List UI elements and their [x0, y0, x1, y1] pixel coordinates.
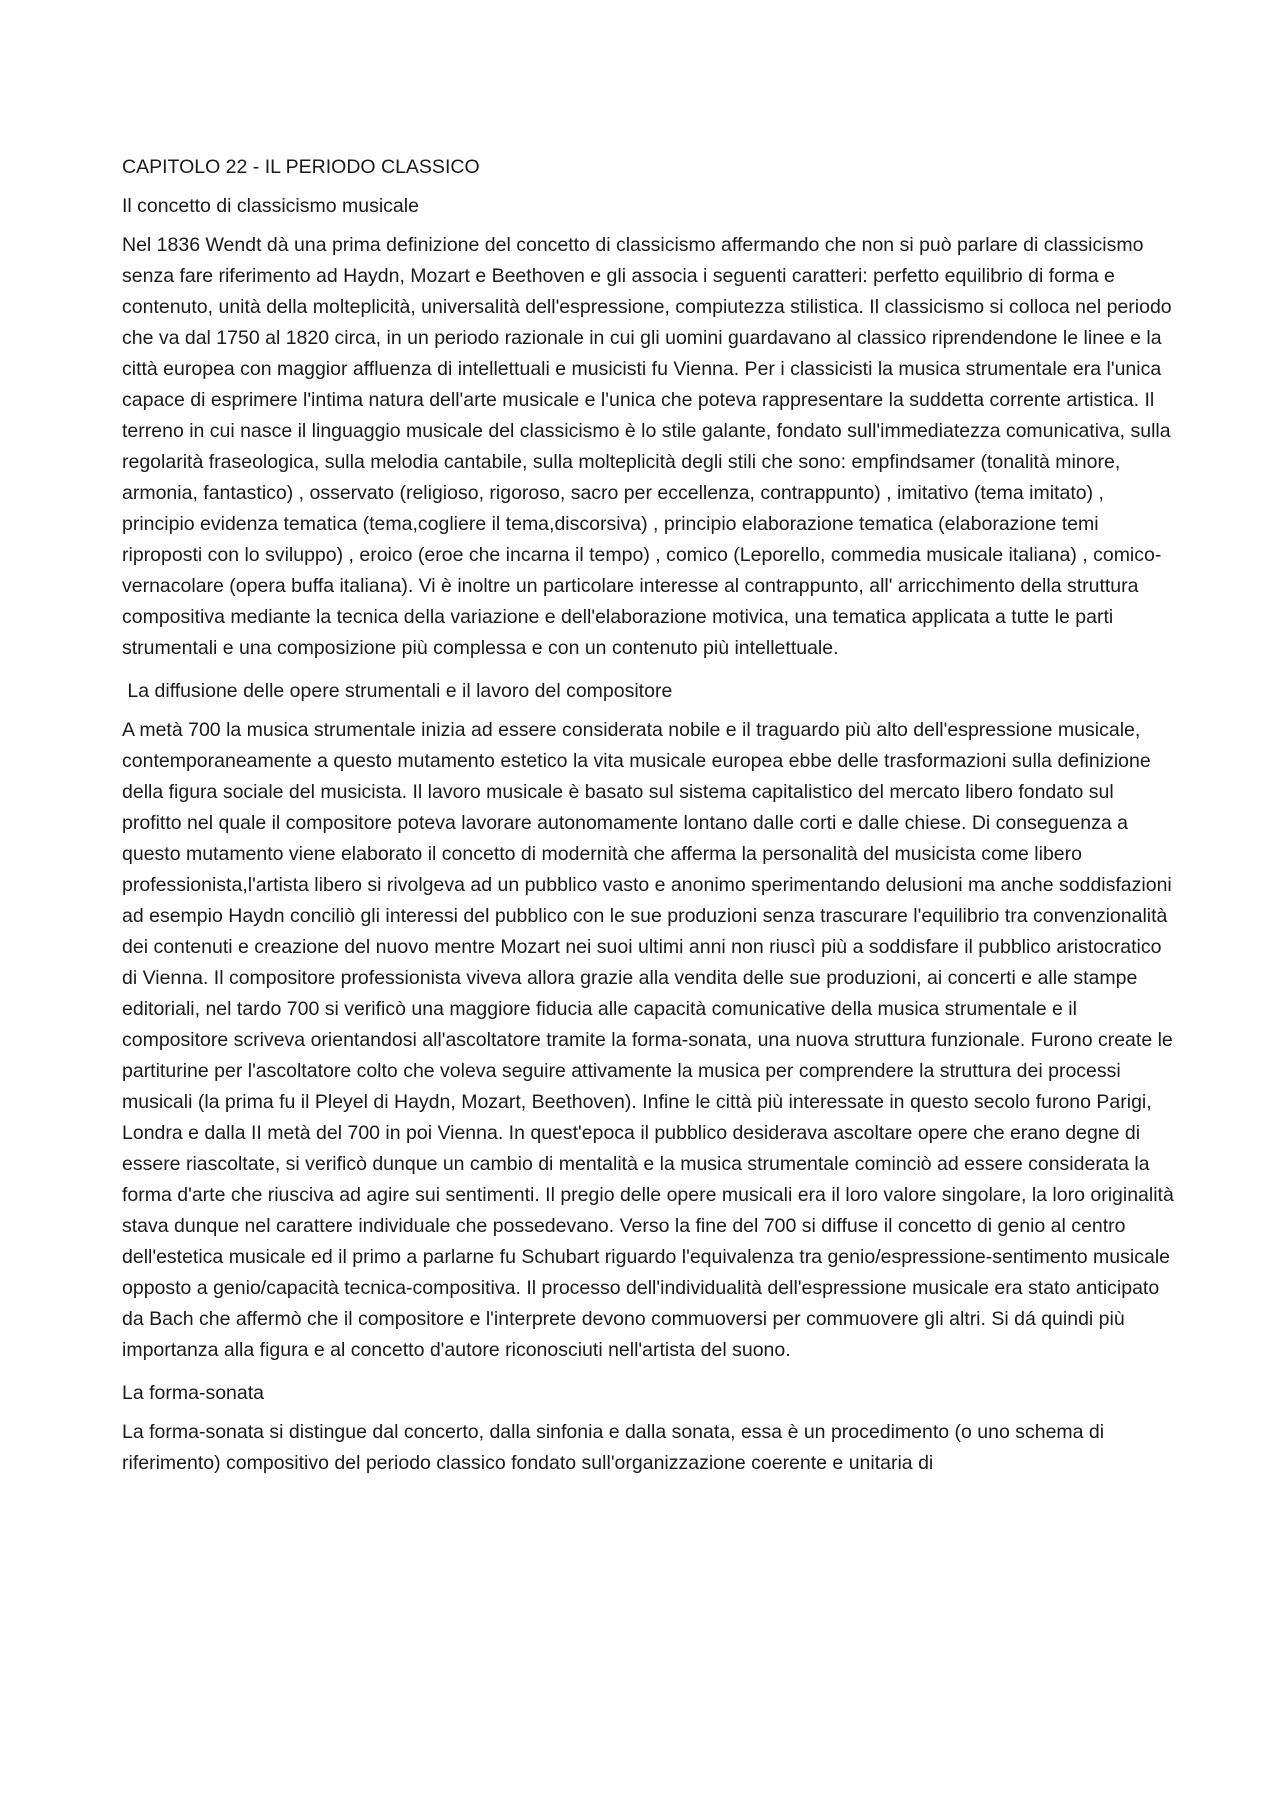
section-body-diffusion: A metà 700 la musica strumentale inizia ad essere considerata nobile e il traguardo più alto dell'espressione musicale, contemporaneamente a questo mutamento estetico la vita musicale europea ebbe delle trasformazioni sulla definizione della figura sociale del musicista. Il lavoro musicale è basato sul sistema capitalistico del mercato libero fondato sul profitto nel quale il compositore poteva lavorare autonomamente lontano dalle corti e dalle chiese. Di conseguenza a questo mutamento viene elaborato il concetto di modernità che afferma la personalità del musicista come libero professionista,l'artista libero si rivolgeva ad un pubblico vasto e anonimo sperimentando delusioni ma anche soddisfazioni ad esempio Haydn conciliò gli interessi del pubblico con le sue produzioni senza trascurare l'equilibrio tra convenzionalità dei contenuti e creazione del nuovo mentre Mozart nei suoi ultimi anni non riuscì più a soddisfare il pubblico aristocratico di Vienna. Il compositore professionista viveva allora grazie alla vendita delle sue produzioni, ai concerti e alle stampe editoriali, nel tardo 700 si verificò una maggiore fiducia alle capacità comunicative della musica strumentale e il compositore scriveva orientandosi all'ascoltatore tramite la forma-sonata, una nuova struttura funzionale. Furono create le partiturine per l'ascoltatore colto che voleva seguire attivamente la musica per comprendere la struttura dei processi musicali (la prima fu il Pleyel di Haydn, Mozart, Beethoven). Infine le città più interessate in questo secolo furono Parigi, Londra e dalla II metà del 700 in poi Vienna. In quest'epoca il pubblico desiderava ascoltare opere che erano degne di essere riascoltate, si verificò dunque un cambio di mentalità e la musica strumentale cominciò ad essere considerata la forma d'arte che riusciva ad agire sui sentimenti. Il pregio delle opere musicali era il loro valore singolare, la loro originalità stava dunque nel carattere individuale che possedevano. Verso la fine del 700 si diffuse il concetto di genio al centro dell'estetica musicale ed il primo a parlarne fu Schubart riguardo l'equivalenza tra genio/espressione-sentimento musicale opposto a genio/capacità tecnica-compositiva. Il processo dell'individualità dell'espressione musicale era stato anticipato da Bach che affermò che il compositore e l'interprete devono commuoversi per commuovere gli altri. Si dá quindi più importanza alla figura e al concetto d'autore riconosciuti nell'artista del suono. [122, 719, 1174, 1361]
section-heading-classicism: Il concetto di classicismo musicale [122, 195, 419, 217]
section-heading-sonata-form: La forma-sonata [122, 1382, 264, 1404]
document-content [122, 152, 1174, 1491]
chapter-title: CAPITOLO 22 - IL PERIODO CLASSICO [122, 156, 480, 178]
section-body-sonata-form: La forma-sonata si distingue dal concerto, dalla sinfonia e dalla sonata, essa è un procedimento (o uno schema di riferimento) compositivo del periodo classico fondato sull'organizzazione coerente e unitaria di [122, 1421, 1105, 1474]
section-heading-diffusion: La diffusione delle opere strumentali e il lavoro del compositore [122, 680, 673, 702]
section-body-classicism: Nel 1836 Wendt dà una prima definizione del concetto di classicismo affermando che non si può parlare di classicismo senza fare riferimento ad Haydn, Mozart e Beethoven e gli associa i seguenti caratteri: perfetto equilibrio di forma e contenuto, unità della molteplicità, universalità dell'espressione, compiutezza stilistica. Il classicismo si colloca nel periodo che va dal 1750 al 1820 circa, in un periodo razionale in cui gli uomini guardavano al classico riprendendone le linee e la città europea con maggior affluenza di intellettuali e musicisti fu Vienna. Per i classicisti la musica strumentale era l'unica capace di esprimere l'intima natura dell'arte musicale e l'unica che poteva rappresentare la suddetta corrente artistica. Il terreno in cui nasce il linguaggio musicale del classicismo è lo stile galante, fondato sull'immediatezza comunicativa, sulla regolarità fraseologica, sulla melodia cantabile, sulla molteplicità degli stili che sono: empfindsamer (tonalità minore, armonia, fantastico) , osservato (religioso, rigoroso, sacro per eccellenza, contrappunto) , imitativo (tema imitato) , principio evidenza tematica (tema,cogliere il tema,discorsiva) , principio elaborazione tematica (elaborazione temi riproposti con lo sviluppo) , eroico (eroe che incarna il tempo) , comico (Leporello, commedia musicale italiana) , comico-vernacolare (opera buffa italiana). Vi è inoltre un particolare interesse al contrappunto, all' arricchimento della struttura compositiva mediante la tecnica della variazione e dell'elaborazione motivica, una tematica applicata a tutte le parti strumentali e una composizione più complessa e con un contenuto più intellettuale. [122, 234, 1172, 659]
